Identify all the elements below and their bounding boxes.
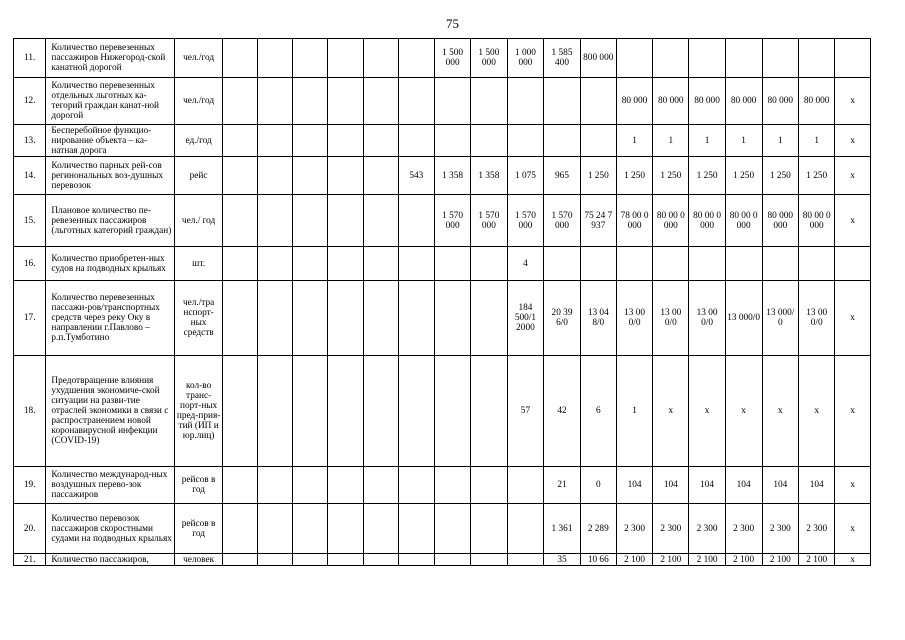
indicator-name: Количество перевозок пассажиров скоростными судами на подводных крыльях xyxy=(46,504,175,554)
value-cell xyxy=(223,281,258,356)
value-cell: 13 00 0/0 xyxy=(653,281,689,356)
value-cell xyxy=(258,125,293,157)
value-cell: 42 xyxy=(544,356,580,467)
value-cell xyxy=(223,356,258,467)
value-cell: x xyxy=(835,78,871,125)
value-cell: x xyxy=(653,356,689,467)
value-cell xyxy=(258,356,293,467)
value-cell: 2 300 xyxy=(725,504,762,554)
value-cell: x xyxy=(762,356,798,467)
value-cell xyxy=(471,504,507,554)
value-cell xyxy=(223,504,258,554)
value-cell: 1 358 xyxy=(471,157,507,195)
value-cell: 2 100 xyxy=(799,554,835,566)
value-cell xyxy=(293,125,328,157)
value-cell xyxy=(328,39,363,78)
value-cell xyxy=(293,157,328,195)
value-cell xyxy=(258,554,293,566)
value-cell xyxy=(258,247,293,281)
value-cell xyxy=(223,78,258,125)
value-cell: 80 000 xyxy=(762,78,798,125)
row-number: 15. xyxy=(14,195,46,247)
value-cell: 80 00 0 000 xyxy=(653,195,689,247)
value-cell: 1 250 xyxy=(799,157,835,195)
value-cell xyxy=(471,78,507,125)
value-cell xyxy=(398,39,434,78)
value-cell xyxy=(328,247,363,281)
value-cell xyxy=(471,125,507,157)
table-row xyxy=(14,39,905,78)
value-cell xyxy=(223,125,258,157)
value-cell: 1 250 xyxy=(580,157,616,195)
value-cell: 2 300 xyxy=(653,504,689,554)
value-cell xyxy=(258,195,293,247)
value-cell xyxy=(293,281,328,356)
value-cell: 2 100 xyxy=(725,554,762,566)
value-cell xyxy=(398,195,434,247)
value-cell xyxy=(328,554,363,566)
value-cell: 1 570 000 xyxy=(544,195,580,247)
value-cell: x xyxy=(725,356,762,467)
value-cell xyxy=(835,39,871,78)
value-cell xyxy=(258,281,293,356)
row-number: 12. xyxy=(14,78,46,125)
value-cell xyxy=(293,504,328,554)
value-cell: 1 250 xyxy=(689,157,725,195)
unit-cell: рейсов в год xyxy=(175,504,223,554)
value-cell xyxy=(398,356,434,467)
value-cell: 13 00 0/0 xyxy=(689,281,725,356)
value-cell xyxy=(293,356,328,467)
indicator-name: Предотвращение влияния ухудшения экономиче-ской ситуации на разви-тие отраслей экономики в связи с распространением новой коронавирусной инфекции (COVID-19) xyxy=(46,356,175,467)
unit-cell: рейс xyxy=(175,157,223,195)
unit-cell: человек xyxy=(175,554,223,566)
value-cell xyxy=(328,504,363,554)
value-cell xyxy=(328,467,363,504)
value-cell: 4 xyxy=(507,247,544,281)
value-cell xyxy=(293,554,328,566)
value-cell: x xyxy=(689,356,725,467)
value-cell xyxy=(689,39,725,78)
value-cell xyxy=(223,195,258,247)
value-cell xyxy=(507,554,544,566)
value-cell: 2 300 xyxy=(689,504,725,554)
value-cell: 80 000 xyxy=(689,78,725,125)
value-cell xyxy=(507,78,544,125)
value-cell: 0 xyxy=(580,467,616,504)
value-cell: 1 xyxy=(799,125,835,157)
value-cell: 13 00 0/0 xyxy=(799,281,835,356)
indicators-table xyxy=(13,38,905,566)
value-cell xyxy=(363,125,398,157)
value-cell: x xyxy=(799,356,835,467)
value-cell xyxy=(398,78,434,125)
value-cell: 1 570 000 xyxy=(471,195,507,247)
value-cell: 10 66 xyxy=(580,554,616,566)
value-cell xyxy=(434,356,470,467)
value-cell: 1 361 xyxy=(544,504,580,554)
row-number: 20. xyxy=(14,504,46,554)
value-cell xyxy=(799,39,835,78)
value-cell xyxy=(653,247,689,281)
value-cell: 104 xyxy=(616,467,652,504)
value-cell: 2 289 xyxy=(580,504,616,554)
value-cell: 1 250 xyxy=(616,157,652,195)
value-cell: 2 100 xyxy=(653,554,689,566)
indicator-name: Количество перевезенных пассажиров Нижегород-ской канатной дорогой xyxy=(46,39,175,78)
value-cell xyxy=(258,78,293,125)
value-cell: 543 xyxy=(398,157,434,195)
row-number: 11. xyxy=(14,39,46,78)
value-cell: 1 xyxy=(653,125,689,157)
value-cell: 2 100 xyxy=(762,554,798,566)
value-cell: 104 xyxy=(799,467,835,504)
value-cell xyxy=(544,125,580,157)
value-cell xyxy=(580,125,616,157)
value-cell: x xyxy=(835,157,871,195)
value-cell xyxy=(293,78,328,125)
row-number: 17. xyxy=(14,281,46,356)
table-row xyxy=(14,467,905,504)
value-cell xyxy=(799,247,835,281)
value-cell: 2 100 xyxy=(616,554,652,566)
value-cell xyxy=(544,247,580,281)
value-cell xyxy=(223,157,258,195)
indicator-name: Бесперебойное функцио-нирование объекта – ка-натная дорога xyxy=(46,125,175,157)
value-cell: 13 00 0/0 xyxy=(616,281,652,356)
value-cell xyxy=(363,504,398,554)
value-cell: 1 250 xyxy=(653,157,689,195)
value-cell xyxy=(544,78,580,125)
value-cell: 800 000 xyxy=(580,39,616,78)
value-cell xyxy=(398,125,434,157)
value-cell xyxy=(616,247,652,281)
value-cell: 2 100 xyxy=(689,554,725,566)
value-cell: 80 00 0 000 xyxy=(725,195,762,247)
value-cell xyxy=(293,39,328,78)
value-cell xyxy=(398,467,434,504)
value-cell: 1 570 000 xyxy=(434,195,470,247)
value-cell xyxy=(762,247,798,281)
value-cell: 1 000 000 xyxy=(507,39,544,78)
value-cell xyxy=(471,467,507,504)
value-cell xyxy=(328,281,363,356)
value-cell: 1 358 xyxy=(434,157,470,195)
indicator-name: Количество приобретен-ных судов на подводных крыльях xyxy=(46,247,175,281)
value-cell: 1 250 xyxy=(762,157,798,195)
value-cell: 57 xyxy=(507,356,544,467)
indicator-name: Количество перевезенных пассажи-ров/транспортных средств через реку Оку в направлении г.Павлово – р.п.Тумботино xyxy=(46,281,175,356)
value-cell xyxy=(293,467,328,504)
value-cell xyxy=(363,39,398,78)
value-cell: 1 500 000 xyxy=(471,39,507,78)
value-cell xyxy=(471,554,507,566)
row-number: 13. xyxy=(14,125,46,157)
value-cell xyxy=(293,195,328,247)
value-cell xyxy=(363,195,398,247)
unit-cell: чел./год xyxy=(175,78,223,125)
value-cell xyxy=(258,157,293,195)
table-row xyxy=(14,247,905,281)
indicator-name: Количество перевезенных отдельных льготных ка-тегорий граждан канат-ной дорогой xyxy=(46,78,175,125)
value-cell xyxy=(363,356,398,467)
value-cell xyxy=(434,247,470,281)
value-cell xyxy=(471,281,507,356)
row-number: 14. xyxy=(14,157,46,195)
value-cell xyxy=(293,247,328,281)
value-cell: 1 250 xyxy=(725,157,762,195)
row-number: 16. xyxy=(14,247,46,281)
indicator-name: Количество пассажиров, xyxy=(46,554,175,566)
value-cell: x xyxy=(835,467,871,504)
value-cell xyxy=(328,356,363,467)
value-cell xyxy=(580,78,616,125)
value-cell xyxy=(328,157,363,195)
value-cell xyxy=(398,554,434,566)
unit-cell: шт. xyxy=(175,247,223,281)
value-cell xyxy=(328,195,363,247)
value-cell: 1 500 000 xyxy=(434,39,470,78)
value-cell: 1 xyxy=(725,125,762,157)
value-cell: 13 000/ 0 xyxy=(762,281,798,356)
value-cell: 965 xyxy=(544,157,580,195)
value-cell xyxy=(507,467,544,504)
table-row xyxy=(14,195,905,247)
value-cell xyxy=(507,504,544,554)
value-cell: 1 xyxy=(689,125,725,157)
indicator-name: Плановое количество пе-ревезенных пассажиров (льготных категорий граждан) xyxy=(46,195,175,247)
value-cell: 21 xyxy=(544,467,580,504)
value-cell: 80 00 0 000 xyxy=(799,195,835,247)
table-row xyxy=(14,157,905,195)
value-cell: 1 xyxy=(616,125,652,157)
value-cell xyxy=(434,504,470,554)
table-row xyxy=(14,281,905,356)
value-cell xyxy=(507,125,544,157)
value-cell: 6 xyxy=(580,356,616,467)
row-number: 18. xyxy=(14,356,46,467)
table-row xyxy=(14,125,905,157)
value-cell xyxy=(762,39,798,78)
value-cell: 1 xyxy=(762,125,798,157)
value-cell xyxy=(223,247,258,281)
value-cell: 1 570 000 xyxy=(507,195,544,247)
value-cell xyxy=(835,247,871,281)
value-cell xyxy=(434,78,470,125)
value-cell xyxy=(471,247,507,281)
value-cell: 80 000 xyxy=(725,78,762,125)
page-number: 75 xyxy=(446,16,459,31)
value-cell: 78 00 0 000 xyxy=(616,195,652,247)
value-cell: x xyxy=(835,504,871,554)
row-number: 19. xyxy=(14,467,46,504)
value-cell: 1 075 xyxy=(507,157,544,195)
value-cell: 2 300 xyxy=(799,504,835,554)
value-cell xyxy=(363,157,398,195)
value-cell xyxy=(258,467,293,504)
value-cell xyxy=(363,554,398,566)
value-cell xyxy=(363,247,398,281)
value-cell: 104 xyxy=(725,467,762,504)
value-cell: 104 xyxy=(653,467,689,504)
value-cell: 1 xyxy=(616,356,652,467)
value-cell xyxy=(363,281,398,356)
value-cell xyxy=(725,39,762,78)
value-cell xyxy=(471,356,507,467)
table-row xyxy=(14,554,905,566)
value-cell: 35 xyxy=(544,554,580,566)
value-cell: x xyxy=(835,356,871,467)
value-cell xyxy=(580,247,616,281)
value-cell xyxy=(363,467,398,504)
value-cell xyxy=(434,467,470,504)
value-cell: x xyxy=(835,195,871,247)
value-cell: 80 00 0 000 xyxy=(689,195,725,247)
value-cell xyxy=(434,281,470,356)
value-cell xyxy=(398,504,434,554)
value-cell xyxy=(725,247,762,281)
indicator-name: Количество международ-ных воздушных перево-зок пассажиров xyxy=(46,467,175,504)
value-cell xyxy=(223,554,258,566)
unit-cell: чел./тра нспорт-ных средств xyxy=(175,281,223,356)
value-cell xyxy=(398,247,434,281)
unit-cell: чел./год xyxy=(175,39,223,78)
unit-cell: ед./год xyxy=(175,125,223,157)
value-cell: 80 000 xyxy=(616,78,652,125)
value-cell: 13 04 8/0 xyxy=(580,281,616,356)
value-cell xyxy=(434,554,470,566)
unit-cell: рейсов в год xyxy=(175,467,223,504)
value-cell: x xyxy=(835,281,871,356)
value-cell xyxy=(363,78,398,125)
table-row xyxy=(14,504,905,554)
value-cell xyxy=(398,281,434,356)
value-cell: 20 39 6/0 xyxy=(544,281,580,356)
value-cell: x xyxy=(835,554,871,566)
value-cell xyxy=(328,125,363,157)
value-cell xyxy=(653,39,689,78)
value-cell: 80 000 xyxy=(653,78,689,125)
value-cell: 80 000 xyxy=(799,78,835,125)
value-cell: 80 000 000 xyxy=(762,195,798,247)
value-cell: 104 xyxy=(762,467,798,504)
value-cell xyxy=(434,125,470,157)
table-row xyxy=(14,356,905,467)
value-cell xyxy=(689,247,725,281)
value-cell xyxy=(328,78,363,125)
value-cell: 13 000/0 xyxy=(725,281,762,356)
table-row xyxy=(14,78,905,125)
indicator-name: Количество парных рей-сов регинональных воз-душных перевозок xyxy=(46,157,175,195)
unit-cell: чел./ год xyxy=(175,195,223,247)
value-cell: 2 300 xyxy=(616,504,652,554)
value-cell: 75 24 7 937 xyxy=(580,195,616,247)
value-cell: x xyxy=(835,125,871,157)
value-cell xyxy=(616,39,652,78)
value-cell xyxy=(223,39,258,78)
value-cell: 184 500/1 2000 xyxy=(507,281,544,356)
value-cell: 1 585 400 xyxy=(544,39,580,78)
value-cell: 104 xyxy=(689,467,725,504)
value-cell xyxy=(258,39,293,78)
value-cell: 2 300 xyxy=(762,504,798,554)
value-cell xyxy=(258,504,293,554)
row-number: 21. xyxy=(14,554,46,566)
value-cell xyxy=(223,467,258,504)
unit-cell: кол-во транс-порт-ных пред-прия-тий (ИП и юр.лиц) xyxy=(175,356,223,467)
